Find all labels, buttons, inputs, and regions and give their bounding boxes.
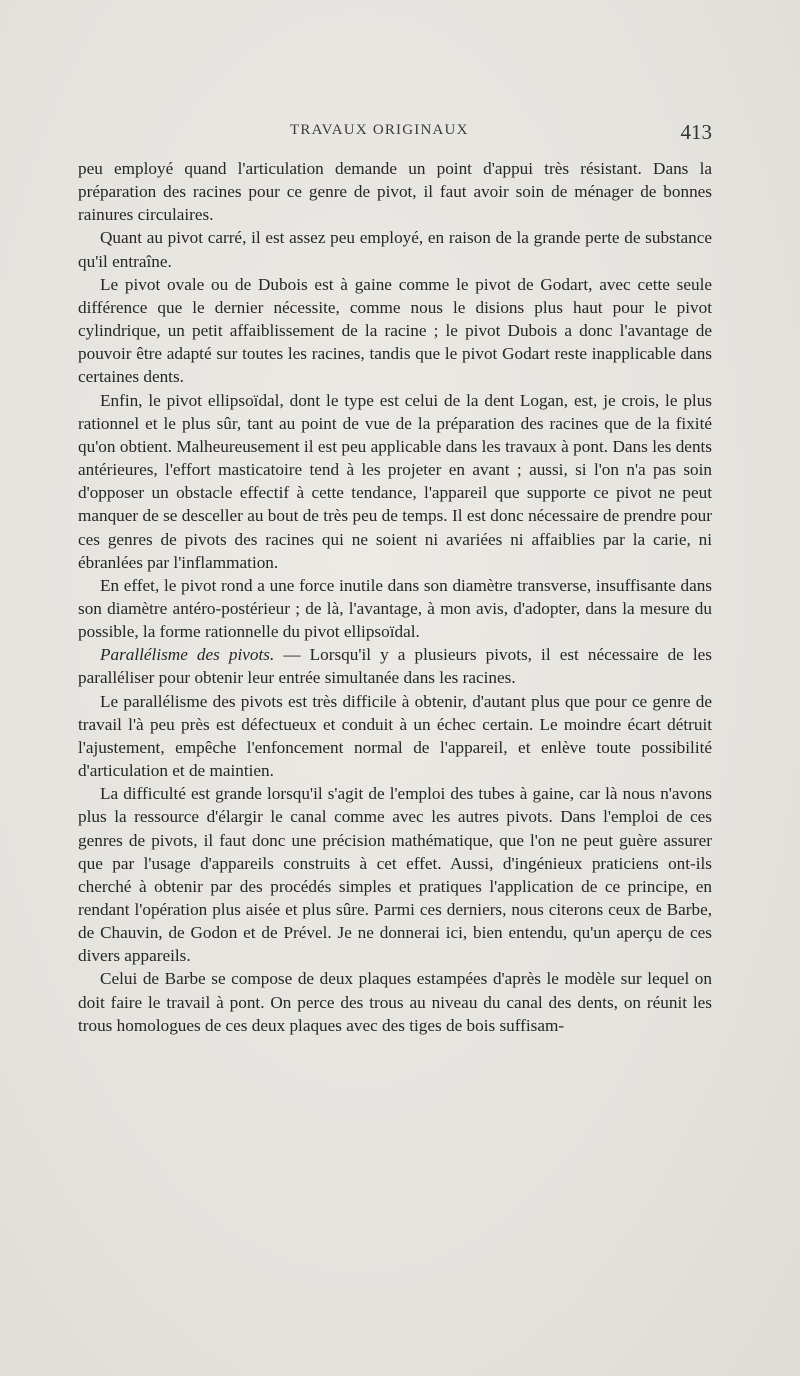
paragraph-6: Parallélisme des pivots. — Lorsqu'il y a plusieurs pivots, il est nécessaire de les paralléliser pour obtenir leur entrée simultanée dans les racines.: [78, 645, 712, 688]
paragraph-4: Enfin, le pivot ellipsoïdal, dont le type est celui de la dent Logan, est, je crois, le plus rationnel et le plus sûr, tant au point de vue de la préparation des racines que de la fixité qu'on obtient. Malheureusement il est peu applicable dans les travaux à pont. Dans les dents antérieures, l'effort masticatoire tend à les projeter en avant ; aussi, si l'on n'a pas soin d'opposer un obstacle effectif à cette tendance, l'appareil que supporte ce pivot ne peut manquer de se desceller au bout de très peu de temps. Il est donc nécessaire de prendre pour ces genres de pivots des racines qui ne soient ni avariées ni affaiblies par la carie, ni ébranlées par l'inflammation.: [78, 390, 712, 572]
paragraph-5: En effet, le pivot rond a une force inutile dans son diamètre transverse, insuffisante dans son diamètre antéro-postérieur ; de là, l'avantage, à mon avis, d'adopter, dans la mesure du possible, la forme rationnelle du pivot ellipsoïdal.: [78, 575, 712, 642]
paragraph-9: Celui de Barbe se compose de deux plaques estampées d'après le modèle sur lequel on doit faire le travail à pont. On perce des trous au niveau du canal des dents, on réunit les trous homologues de ces deux plaques avec des tiges de bois suffisam-: [78, 969, 712, 1035]
paragraph-8: La difficulté est grande lorsqu'il s'agit de l'emploi des tubes à gaine, car là nous n'avons plus la ressource d'élargir le canal comme avec les autres pivots. Dans l'emploi de ces genres de pivots, il faut donc une précision mathématique, que l'on ne peut guère assurer que par l'usage d'appareils construits à cet effet. Aussi, d'ingénieux praticiens ont-ils cherché à obtenir par des procédés simples et pratiques l'application de ce principe, en rendant l'opération plus aisée et plus sûre. Parmi ces derniers, nous citerons ceux de Barbe, de Chauvin, de Godon et de Prével. Je ne donnerai ici, bien entendu, qu'un aperçu de ces divers appareils.: [78, 784, 712, 966]
paragraph-1: peu employé quand l'articulation demande un point d'appui très résistant. Dans la préparation des racines pour ce genre de pivot, il faut avoir soin de ménager de bonnes rainures circulaires.: [78, 159, 712, 225]
section-heading-parallelisme: Parallélisme des pivots.: [100, 645, 275, 665]
body-text: [78, 157, 712, 1037]
paragraph-2: Quant au pivot carré, il est assez peu employé, en raison de la grande perte de substance qu'il entraîne.: [78, 228, 712, 271]
paragraph-7: Le parallélisme des pivots est très difficile à obtenir, d'autant plus que pour ce genre de travail l'à peu près est défectueux et conduit à un échec certain. Le moindre écart détruit l'ajustement, empêche l'enfoncement normal de l'appareil, et enlève toute possibilité d'articulation et de maintien.: [78, 691, 712, 781]
running-head: TRAVAUX ORIGINAUX: [290, 122, 469, 138]
paragraph-3: Le pivot ovale ou de Dubois est à gaine comme le pivot de Godart, avec cette seule différence que le dernier nécessite, comme nous le disions plus haut pour le pivot cylindrique, un petit affaiblissement de la racine ; le pivot Dubois a donc l'avantage de pouvoir être adapté sur toutes les racines, tandis que le pivot Godart reste inapplicable dans certaines dents.: [78, 274, 712, 387]
page-header: [78, 120, 712, 146]
page-number: 413: [680, 120, 712, 144]
